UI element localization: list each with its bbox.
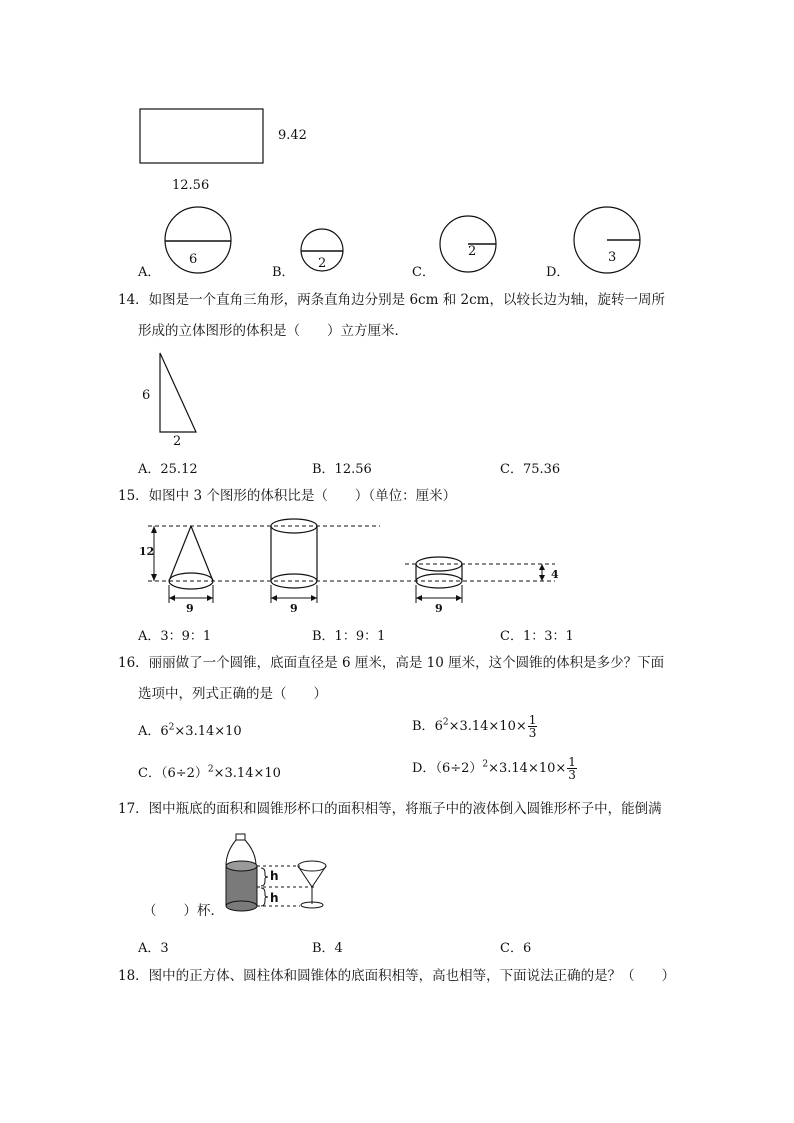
q13-option-b[interactable]: B． xyxy=(272,265,295,280)
q14-option-c[interactable]: C．75.36 xyxy=(500,462,561,477)
q16-stem-line2: 选项中，列式正确的是（ ） xyxy=(138,686,327,702)
q13-circle-options xyxy=(0,195,794,285)
q13-option-c[interactable]: C． xyxy=(412,265,435,280)
triangle-height-label: 6 xyxy=(142,388,151,403)
q14-option-b[interactable]: B．12.56 xyxy=(312,462,372,477)
q17-option-b[interactable]: B．4 xyxy=(312,941,343,956)
q15-stem: 15．如图中 3 个图形的体积比是（ ）（单位：厘米） xyxy=(118,488,457,504)
circle-a xyxy=(165,207,231,273)
fraction-one-third: $\frac{1}{3}$ xyxy=(528,713,537,740)
circle-c-label: 2 xyxy=(468,244,477,259)
cone-solid xyxy=(169,526,213,589)
cone-diameter-label: 9 xyxy=(186,602,194,615)
h-label-upper: h xyxy=(270,869,279,883)
q17-option-a[interactable]: A．3 xyxy=(138,941,169,956)
q13-option-d[interactable]: D． xyxy=(546,265,570,280)
q16-option-b[interactable]: B．$6^2\times 3.14\times 10\times$ $\frac{1}{3}$ xyxy=(412,713,537,740)
q16-option-a[interactable]: A．$6^2\times 3.14\times 10$ xyxy=(138,722,242,739)
q13-option-a[interactable]: A． xyxy=(138,265,161,280)
q16-option-d[interactable]: D．$(6\div 2)^2\times 3.14\times 10\times$ $\frac{1}{3}$ xyxy=(412,755,576,782)
short-cylinder-height-label: 4 xyxy=(551,568,559,581)
q14-stem-line1: 14．如图是一个直角三角形，两条直角边分别是 6cm 和 2cm，以较长边为轴，旋转一周所 xyxy=(118,292,665,308)
q14-stem-line2: 形成的立体图形的体积是（ ）立方厘米． xyxy=(138,323,408,339)
h-label-lower: h xyxy=(270,891,279,905)
cone-height-label: 12 xyxy=(139,545,155,558)
q17-option-c[interactable]: C．6 xyxy=(500,941,532,956)
right-triangle xyxy=(160,353,196,432)
circle-a-label: 6 xyxy=(189,252,198,267)
triangle-base-label: 2 xyxy=(173,434,182,449)
q15-solids-figure xyxy=(0,515,794,615)
short-cylinder-diameter-label: 9 xyxy=(435,602,443,615)
q15-option-c[interactable]: C．1：3：1 xyxy=(500,629,574,644)
q17-stem: 17．图中瓶底的面积和圆锥形杯口的面积相等，将瓶子中的液体倒入圆锥形杯子中，能倒满 xyxy=(118,801,662,817)
q14-option-a[interactable]: A．25.12 xyxy=(138,462,198,477)
q15-option-b[interactable]: B．1：9：1 xyxy=(312,629,386,644)
q17-bottle-cup-figure xyxy=(0,830,794,920)
q18-stem: 18．图中的正方体、圆柱体和圆锥体的底面积相等，高也相等，下面说法正确的是？（ ） xyxy=(118,968,676,984)
q16-stem-line1: 16．丽丽做了一个圆锥，底面直径是 6 厘米，高是 10 厘米，这个圆锥的体积是多少？下面 xyxy=(118,655,665,671)
tall-cylinder-diameter-label: 9 xyxy=(290,602,298,615)
rect-height-label: 9.42 xyxy=(278,128,307,143)
bottle-shape xyxy=(226,834,257,911)
unrolled-rectangle xyxy=(140,109,263,163)
short-cylinder-solid xyxy=(416,557,462,588)
rect-width-label: 12.56 xyxy=(172,178,210,193)
q17-blank-line: （ ）杯． xyxy=(143,903,224,919)
q16-option-c[interactable]: C．$(6\div 2)^2\times 3.14\times 10$ xyxy=(138,764,281,781)
q15-option-a[interactable]: A．3：9：1 xyxy=(138,629,212,644)
cone-cup-shape xyxy=(298,861,326,908)
tall-cylinder-solid xyxy=(271,519,317,588)
circle-d-label: 3 xyxy=(608,250,617,265)
fraction-one-third: $\frac{1}{3}$ xyxy=(568,755,576,782)
circle-b-label: 2 xyxy=(318,256,327,271)
q13-rectangle-figure xyxy=(0,0,794,200)
